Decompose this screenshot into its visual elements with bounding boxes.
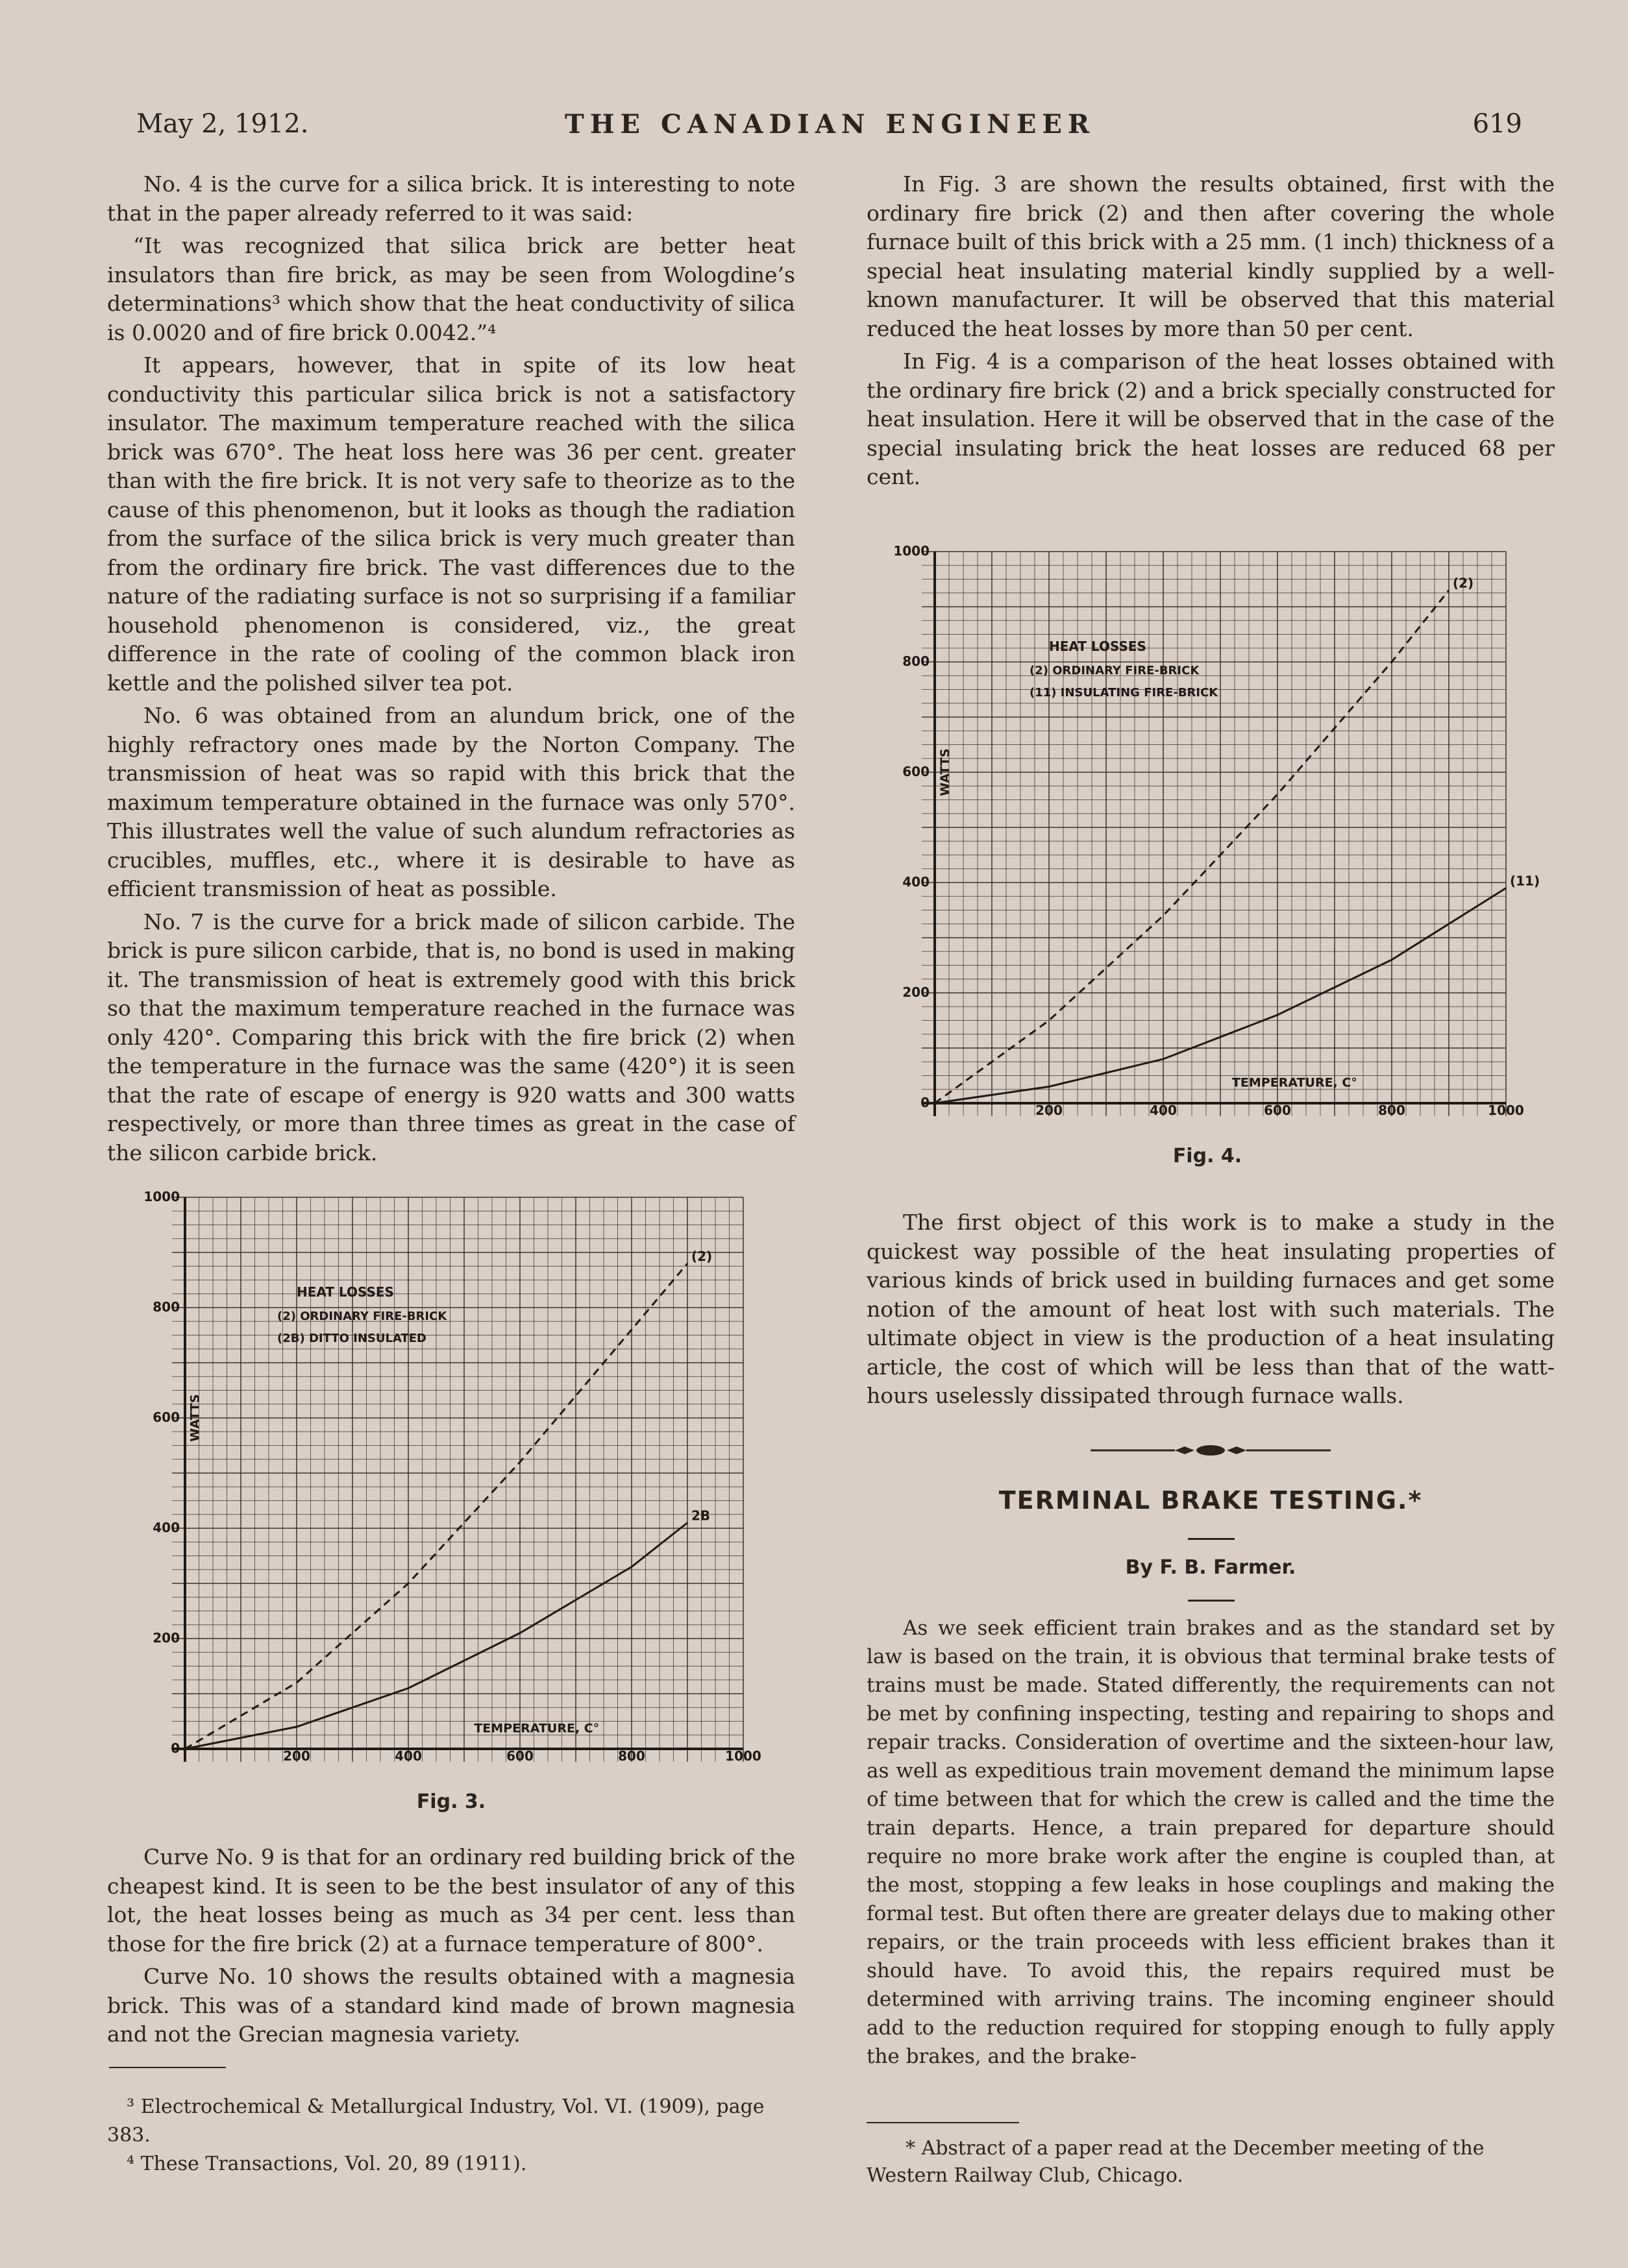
x-axis-label: TEMPERATURE, C° bbox=[474, 1721, 600, 1736]
x-tick-label: 400 bbox=[395, 1748, 422, 1764]
paragraph: Curve No. 10 shows the results obtained with a magnesia brick. This was of a standard kind made of brown magnesia and not the Grecian magnesia variety. bbox=[107, 1964, 795, 2047]
page-number: 619 bbox=[1472, 109, 1522, 139]
figure-4 bbox=[893, 532, 1540, 1175]
y-tick-label: 1000 bbox=[893, 543, 930, 559]
y-tick-label: 800 bbox=[902, 653, 930, 669]
grid bbox=[922, 552, 1506, 1116]
y-tick-label: 600 bbox=[153, 1409, 180, 1425]
y-tick-label: 400 bbox=[153, 1520, 180, 1535]
y-tick-label: 0 bbox=[920, 1095, 930, 1110]
x-tick-label: 800 bbox=[1378, 1103, 1405, 1118]
footnote-rule bbox=[867, 2122, 1019, 2123]
footnote: ³ Electrochemical & Metallurgical Industry, Vol. VI. (1909), page 383. bbox=[107, 2095, 765, 2147]
figure-caption: Fig. 4. bbox=[1172, 1145, 1242, 1167]
y-tick-label: 200 bbox=[153, 1630, 180, 1646]
legend-entry: (11) INSULATING FIRE-BRICK bbox=[1030, 686, 1218, 700]
x-tick-label: 200 bbox=[283, 1748, 310, 1764]
paragraph: The first object of this work is to make a study in the quickest way possible of the heat insulating properties of various kinds of brick used in building furnaces and get some notion of the amount of heat lost with such materials. The ultimate object in view is the production of a heat insulating article, the cost of which will be less than that of the watt-hours uselessly dissipated through furnace walls. bbox=[867, 1210, 1555, 1408]
x-tick-label: 1000 bbox=[1488, 1103, 1524, 1118]
quotation: “It was recognized that silica brick are better heat insulators than fire brick, as may be seen from Wologdine’s determinations³ which show that the heat conductivity of silica is 0.0020 and of fire brick 0.0042.”⁴ bbox=[107, 233, 795, 345]
paragraph: In Fig. 3 are shown the results obtained, first with the ordinary fire brick (2) and then after covering the whole furnace built of this brick with a 25 mm. (1 inch) thickness of a special heat insulating material kindly supplied by a well-known manufacturer. It will be observed that this material reduced the heat losses by more than 50 per cent. bbox=[867, 171, 1555, 341]
page-header bbox=[136, 109, 1522, 148]
section-ornament bbox=[1091, 1441, 1331, 1460]
issue-date: May 2, 1912. bbox=[136, 109, 309, 139]
article-title: TERMINAL BRAKE TESTING.* bbox=[998, 1486, 1423, 1515]
paragraph: No. 7 is the curve for a brick made of silicon carbide. The brick is pure silicon carbide, that is, no bond is used in making it. The transmission of heat is extremely good with this brick so that the maximum temperature reached in the furnace was only 420°. Comparing this brick with the fire brick (2) when the temperature in the furnace was the same (420°) it is seen that the rate of escape of energy is 920 watts and 300 watts respectively, or more than three times as great in the case of the silicon carbide brick. bbox=[107, 908, 795, 1165]
y-axis-label: WATTS bbox=[938, 748, 952, 796]
grid bbox=[172, 1197, 743, 1762]
legend-title: HEAT LOSSES bbox=[297, 1284, 394, 1300]
x-tick-label: 200 bbox=[1035, 1103, 1063, 1118]
y-tick-label: 400 bbox=[902, 874, 930, 890]
x-tick-label: 400 bbox=[1150, 1103, 1177, 1118]
journal-title: THE CANADIAN ENGINEER bbox=[565, 109, 1096, 140]
legend-entry: (2) ORDINARY FIRE-BRICK bbox=[277, 1310, 447, 1323]
left-column-continued bbox=[107, 1843, 795, 2053]
paragraph: It appears, however, that in spite of its low heat conductivity this particular silica brick is not a satisfactory insulator. The maximum temperature reached with the silica brick was 670°. The heat loss here was 36 per cent. greater than with the fire brick. It is not very safe to theorize as to the cause of this phenomenon, but it looks as though the radiation from the surface of the silica brick is very much greater than from the ordinary fire brick. The vast differences due to the nature of the radiating surface is not so surprising if a familiar household phenomenon is considered, viz., the great difference in the rate of cooling of the common black iron kettle and the polished silver tea pot. bbox=[107, 352, 795, 696]
y-axis-label: WATTS bbox=[188, 1394, 203, 1442]
paragraph: In Fig. 4 is a comparison of the heat losses obtained with the ordinary fire brick (2) and a brick specially constructed for heat insulation. Here it will be observed that in the case of the special insulating brick the heat losses are reduced 68 per cent. bbox=[867, 348, 1555, 489]
legend-entry: (2B) DITTO INSULATED bbox=[277, 1332, 427, 1345]
fig3-chart bbox=[143, 1178, 761, 1788]
figure-caption: Fig. 3. bbox=[416, 1790, 486, 1813]
byline-rule bbox=[1188, 1600, 1235, 1602]
article-byline: By F. B. Farmer. bbox=[1125, 1556, 1296, 1579]
footnote: ⁴ These Transactions, Vol. 20, 89 (1911). bbox=[127, 2152, 527, 2175]
series-label: (2) bbox=[691, 1249, 713, 1264]
x-tick-label: 600 bbox=[506, 1748, 534, 1764]
y-tick-label: 200 bbox=[902, 984, 930, 1000]
y-tick-label: 1000 bbox=[143, 1189, 180, 1204]
article-footnote: * Abstract of a paper read at the December meeting of the Western Railway Club, Chicago. bbox=[867, 2137, 1485, 2187]
x-tick-label: 1000 bbox=[725, 1748, 761, 1764]
x-axis-label: TEMPERATURE, C° bbox=[1231, 1075, 1357, 1090]
series-label: (11) bbox=[1510, 873, 1540, 889]
series-label: 2B bbox=[691, 1507, 711, 1524]
paragraph: Curve No. 9 is that for an ordinary red building brick of the cheapest kind. It is seen to be the best insulator of any of this lot, the heat losses being as much as 34 per cent. less than those for the fire brick (2) at a furnace temperature of 800°. bbox=[107, 1844, 795, 1957]
figure-3 bbox=[143, 1178, 761, 1820]
paragraph: As we seek efficient train brakes and as the standard set by law is based on the train, it is obvious that terminal brake tests of trains must be made. Stated differently, the requirements can not be met by confining inspecting, testing and repairing to shops and repair tracks. Consideration of overtime and the sixteen-hour law, as well as expeditious train movement demand the minimum lapse of time between that for which the crew is called and the time the train departs. Hence, a train prepared for departure should require no more brake work after the engine is coupled than, at the most, stopping a few leaks in hose couplings and making the formal test. But often there are greater delays due to making other repairs, or the train proceeds with less efficient brakes than it should have. To avoid this, the repairs required must be determined with arriving trains. The incoming engineer should add to the reduction required for stopping enough to fully apply the brakes, and the brake- bbox=[867, 1616, 1555, 2068]
article-body bbox=[867, 1614, 1555, 2075]
title-rule bbox=[1188, 1538, 1235, 1540]
left-column bbox=[107, 170, 795, 1171]
x-tick-label: 600 bbox=[1264, 1103, 1291, 1118]
legend-entry: (2) ORDINARY FIRE-BRICK bbox=[1030, 664, 1200, 677]
paragraph: No. 4 is the curve for a silica brick. It is interesting to note that in the paper already referred to it was said: bbox=[107, 171, 795, 226]
fig4-chart bbox=[893, 532, 1540, 1142]
right-column bbox=[867, 170, 1555, 496]
paragraph: No. 6 was obtained from an alundum brick, one of the highly refractory ones made by the Norton Company. The transmission of heat was so rapid with this brick that the maximum temperature obtained in the furnace was only 570°. This illustrates well the value of such alundum refractories as crucibles, muffles, etc., where it is desirable to have as efficient transmission of heat as possible. bbox=[107, 703, 795, 901]
footnotes bbox=[107, 2093, 795, 2178]
y-tick-label: 600 bbox=[902, 764, 930, 779]
x-tick-label: 800 bbox=[618, 1748, 645, 1764]
legend-title: HEAT LOSSES bbox=[1049, 639, 1146, 654]
series-label: (2) bbox=[1453, 575, 1474, 591]
y-tick-label: 800 bbox=[153, 1299, 180, 1315]
y-tick-label: 0 bbox=[171, 1740, 180, 1756]
right-column-continued bbox=[867, 1208, 1555, 1415]
footnote-rule bbox=[109, 2067, 226, 2068]
